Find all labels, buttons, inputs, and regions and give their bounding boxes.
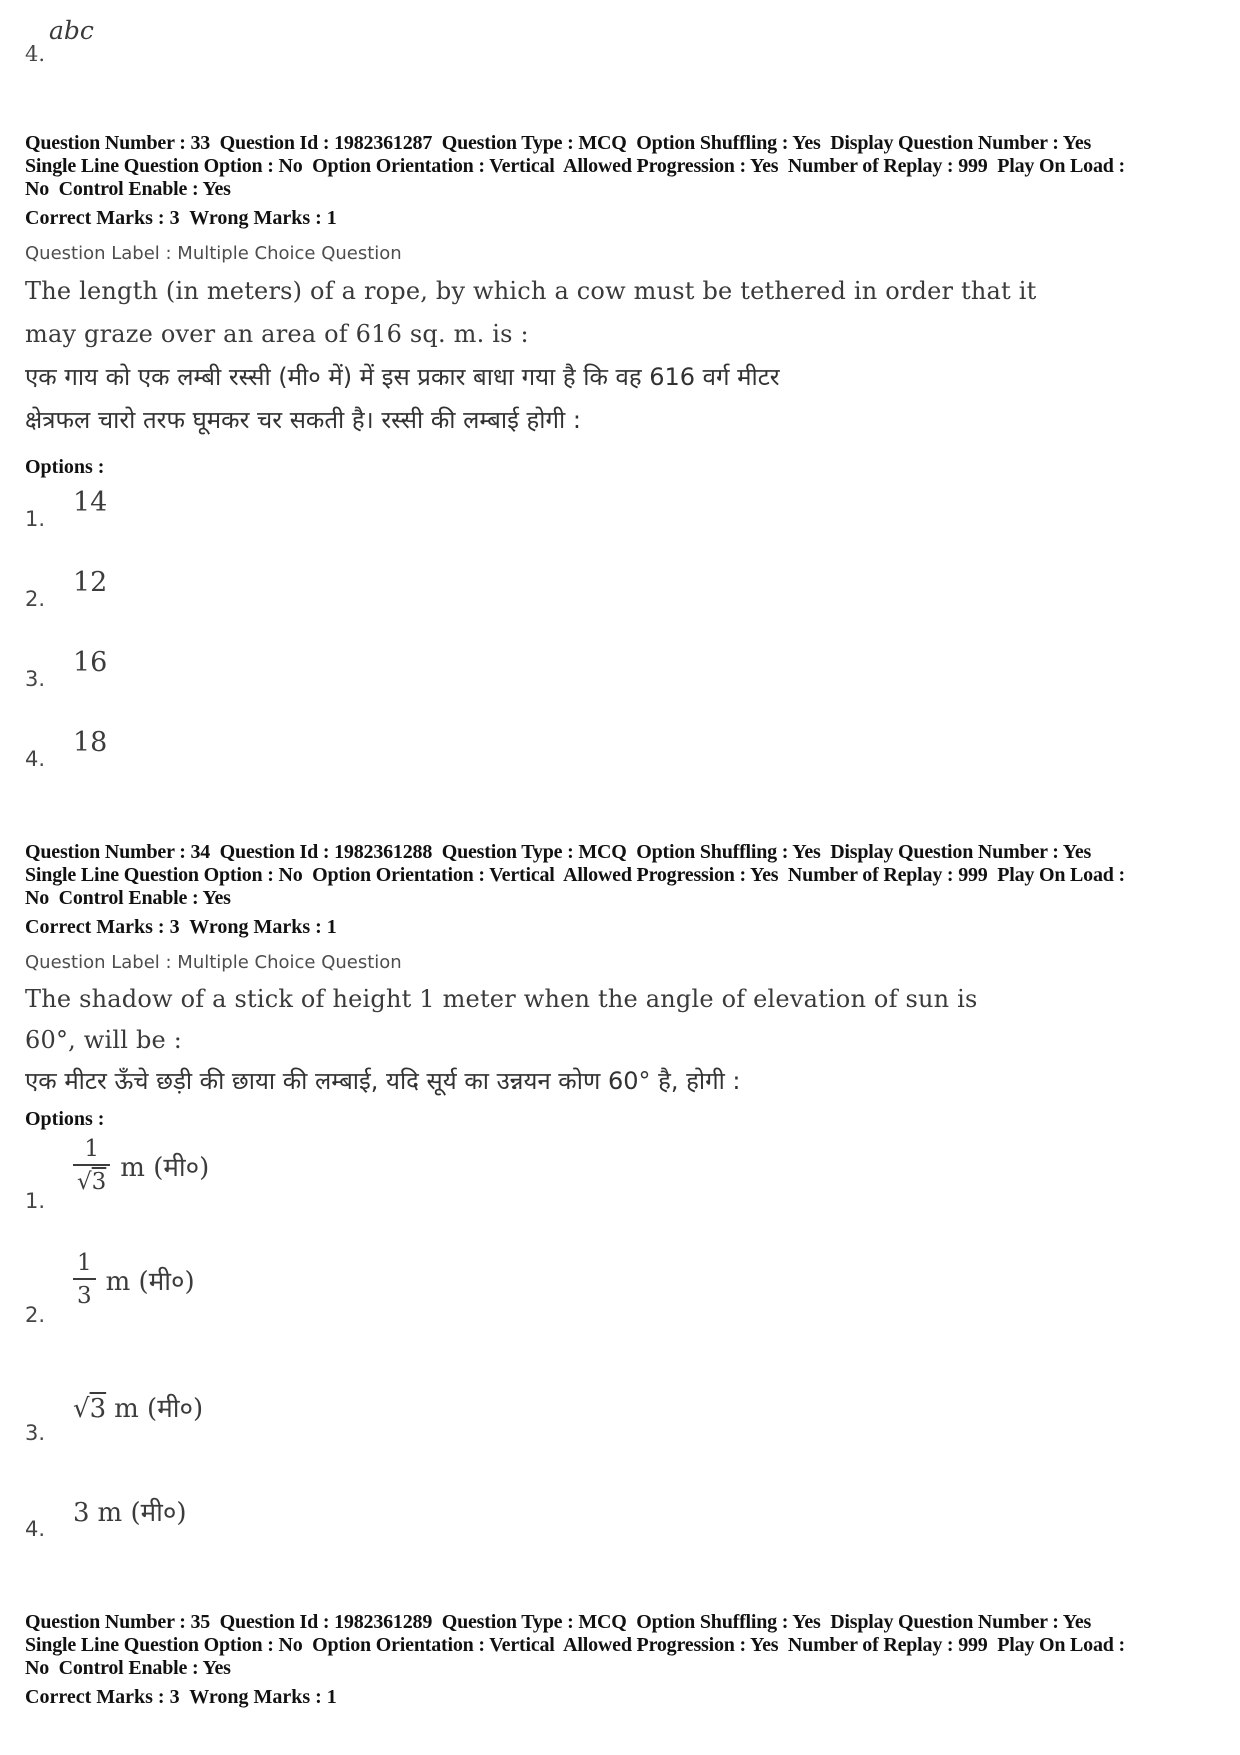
meta-line: Question Number : 35 Question Id : 1982361289 Question Type : MCQ Option Shuffling : Yes Display Question Number : Yes [25,1611,1092,1633]
option-value-number: 3 [73,1498,90,1528]
question-text-line: एक मीटर ऊँचे छड़ी की छाया की लम्बाई, यदि सूर्य का उन्नयन कोण 60° है, होगी : [25,1067,741,1095]
meta-line: Single Line Question Option : No Option Orientation : Vertical Allowed Progression : Yes Number of Replay : 999 Play On Load : [25,864,1125,886]
meta-line: No Control Enable : Yes [25,887,231,909]
question-34-section [25,841,1226,1541]
meta-line: Single Line Question Option : No Option Orientation : Vertical Allowed Progression : Yes Number of Replay : 999 Play On Load : [25,1634,1125,1656]
question-text-line: 60°, will be : [25,1026,183,1054]
q34-option-1 [25,1137,1226,1213]
radical-sign: √ [77,1169,92,1195]
meta-line: Question Number : 34 Question Id : 1982361288 Question Type : MCQ Option Shuffling : Yes Display Question Number : Yes [25,841,1092,863]
meta-line: No Control Enable : Yes [25,178,231,200]
option-number: 3. [25,1421,46,1445]
option-number: 4. [25,42,46,66]
option-value: 18 [73,727,108,758]
q34-option-4 [25,1493,1226,1541]
option-number: 1. [25,507,46,531]
question-text-english [25,979,1185,1061]
option-unit: m (मी०) [97,1498,187,1528]
question-35-meta [25,1611,1220,1680]
fraction-numerator: 1 [77,1250,92,1276]
fraction-one-over-three [73,1251,96,1309]
question-text-line: क्षेत्रफल चारो तरफ घूमकर चर सकती है। रस्सी की लम्बाई होगी : [25,406,581,434]
question-label: Question Label : Multiple Choice Question [25,243,402,264]
fraction-denominator [73,1164,110,1195]
question-34-meta [25,841,1220,910]
question-33-section [25,132,1226,771]
marks-line: Correct Marks : 3 Wrong Marks : 1 [25,916,337,938]
option-value: 16 [73,647,108,678]
question-text-line: The shadow of a stick of height 1 meter when the angle of elevation of sun is [25,985,978,1013]
option-number: 4. [25,1517,46,1541]
option-unit: m (मी०) [114,1394,204,1424]
option-value: 14 [73,487,108,518]
radical-sign: √ [73,1394,90,1424]
meta-line: No Control Enable : Yes [25,1657,231,1679]
option-value: abc [49,16,94,45]
marks-line: Correct Marks : 3 Wrong Marks : 1 [25,1686,337,1708]
option-unit: m (मी०) [105,1267,195,1297]
question-text-line: The length (in meters) of a rope, by which a cow must be tethered in order that it [25,277,1037,305]
option-unit: m (मी०) [120,1153,210,1183]
q33-option-2 [25,567,1226,611]
fraction-numerator: 1 [84,1136,99,1162]
question-text-hindi [25,356,1185,442]
option-number: 1. [25,1189,46,1213]
fraction-one-over-root-three [73,1137,110,1195]
q33-option-4 [25,727,1226,771]
marks-line: Correct Marks : 3 Wrong Marks : 1 [25,207,337,229]
question-text-line: may graze over an area of 616 sq. m. is : [25,320,529,348]
question-text-english [25,270,1185,356]
root-three-expression [73,1394,203,1424]
options-heading: Options : [25,1108,105,1130]
option-number: 2. [25,1303,46,1327]
question-35-section [25,1611,1226,1709]
q34-option-3 [25,1389,1226,1445]
q33-option-1 [25,487,1226,531]
prev-question-option-4 [25,16,1226,64]
question-33-meta [25,132,1220,201]
radicand: 3 [91,1169,107,1195]
meta-line: Question Number : 33 Question Id : 1982361287 Question Type : MCQ Option Shuffling : Yes Display Question Number : Yes [25,132,1092,154]
option-number: 4. [25,747,46,771]
option-number: 2. [25,587,46,611]
question-label: Question Label : Multiple Choice Question [25,952,402,973]
options-heading: Options : [25,456,105,478]
option-value: 12 [73,567,108,598]
radicand: 3 [89,1394,107,1424]
q34-option-2 [25,1251,1226,1327]
fraction-denominator: 3 [73,1278,96,1309]
option-number: 3. [25,667,46,691]
question-text-line: एक गाय को एक लम्बी रस्सी (मी० में) में इस प्रकार बाधा गया है कि वह 616 वर्ग मीटर [25,363,780,391]
q33-option-3 [25,647,1226,691]
option-value [73,1498,187,1528]
question-text-hindi [25,1061,1185,1102]
meta-line: Single Line Question Option : No Option Orientation : Vertical Allowed Progression : Yes Number of Replay : 999 Play On Load : [25,155,1125,177]
